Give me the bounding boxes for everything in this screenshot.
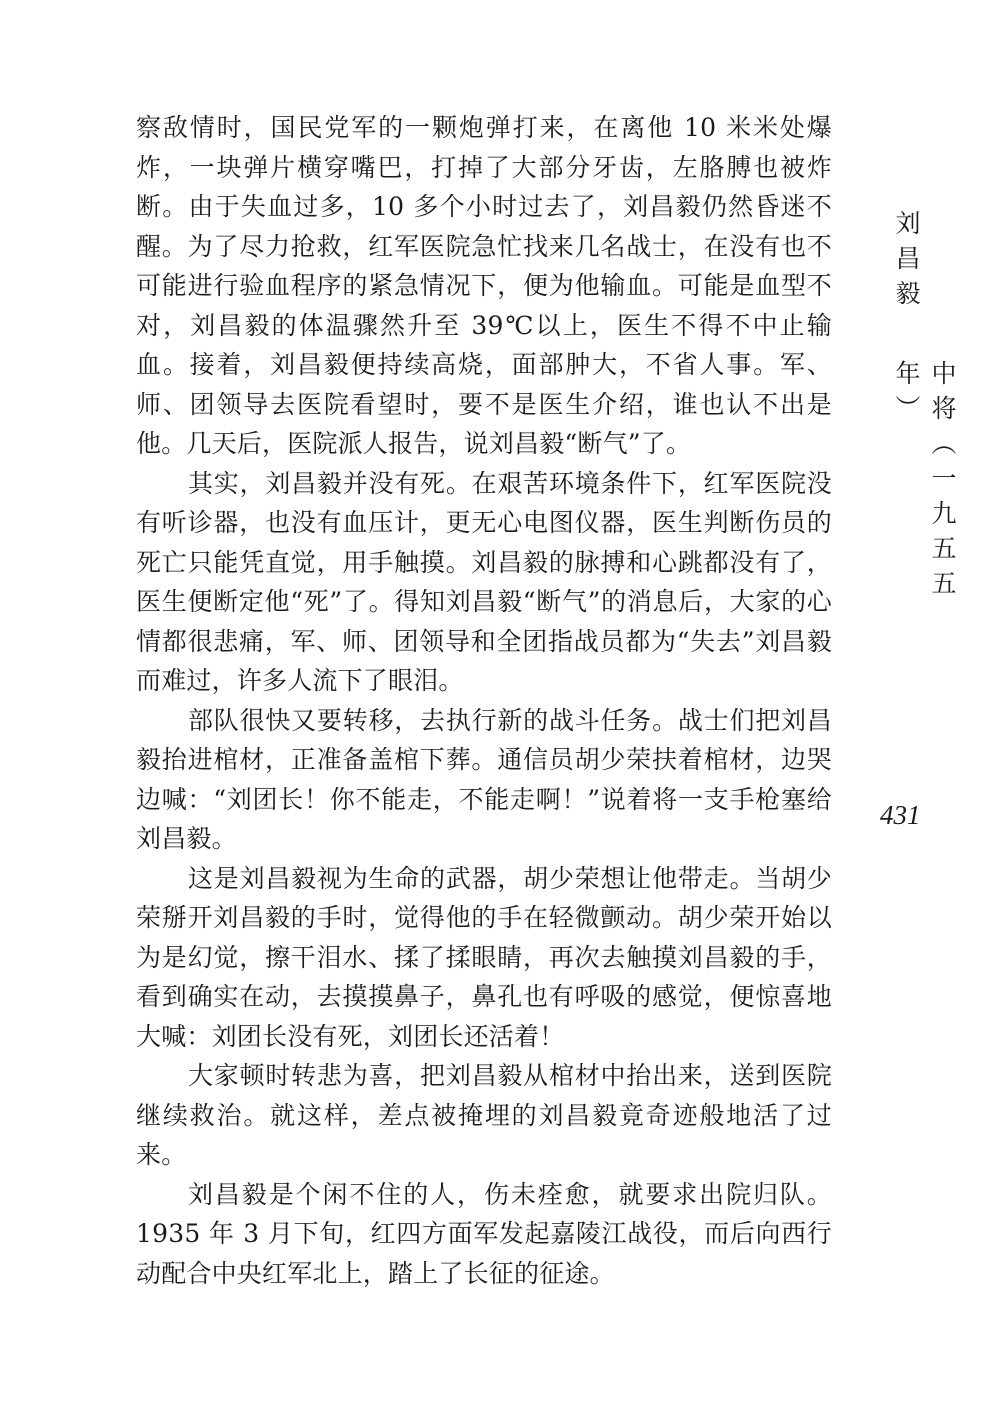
page-number: 431: [880, 800, 921, 830]
paragraph-2: 其实，刘昌毅并没有死。在艰苦环境条件下，红军医院没有听诊器，也没有血压计，更无心电图仪器，医生判断伤员的死亡只能凭直觉，用手触摸。刘昌毅的脉搏和心跳都没有了，医生便断定他“死”了。得知刘昌毅“断气”的消息后，大家的心情都很悲痛，军、师、团领导和全团指战员都为“失去”刘昌毅而难过，许多人流下了眼泪。: [136, 468, 832, 695]
paragraph-4: 这是刘昌毅视为生命的武器，胡少荣想让他带走。当胡少荣掰开刘昌毅的手时，觉得他的手在轻微颤动。胡少荣开始以为是幻觉，擦干泪水、揉了揉眼睛，再次去触摸刘昌毅的手，看到确实在动，去摸摸鼻子，鼻孔也有呼吸的感觉，便惊喜地大喊：刘团长没有死，刘团长还活着！: [136, 863, 832, 1051]
paragraph-1: 察敌情时，国民党军的一颗炮弹打来，在离他 10 米米处爆炸，一块弹片横穿嘴巴，打掉了大部分牙齿，左胳膊也被炸断。由于失血过多，10 多个小时过去了，刘昌毅仍然昏迷不醒。为了尽力抢救，红军医院急忙找来几名战士，在没有也不可能进行验血程序的紧急情况下，便为他输血。可能是血型不对，刘昌毅的体温骤然升至 39℃以上，医生不得不中止输血。接着，刘昌毅便持续高烧，面部肿大，不省人事。军、师、团领导去医院看望时，要不是医生介绍，谁也认不出是他。几天后，医院派人报告，说刘昌毅“断气”了。: [136, 113, 832, 458]
running-header-name: 刘昌毅: [892, 210, 921, 315]
running-header-rank: 中将（一九五五年）: [892, 360, 957, 605]
paragraph-3: 部队很快又要转移，去执行新的战斗任务。战士们把刘昌毅抬进棺材，正准备盖棺下葬。通信员胡少荣扶着棺材，边哭边喊：“刘团长！你不能走，不能走啊！”说着将一支手枪塞给刘昌毅。: [136, 705, 832, 853]
body-text: [136, 108, 832, 1293]
paragraph-5: 大家顿时转悲为喜，把刘昌毅从棺材中抬出来，送到医院继续救治。就这样，差点被掩埋的刘昌毅竟奇迹般地活了过来。: [136, 1061, 832, 1169]
paragraph-6: 刘昌毅是个闲不住的人，伤未痊愈，就要求出院归队。1935 年 3 月下旬，红四方面军发起嘉陵江战役，而后向西行动配合中央红军北上，踏上了长征的征途。: [136, 1179, 832, 1288]
